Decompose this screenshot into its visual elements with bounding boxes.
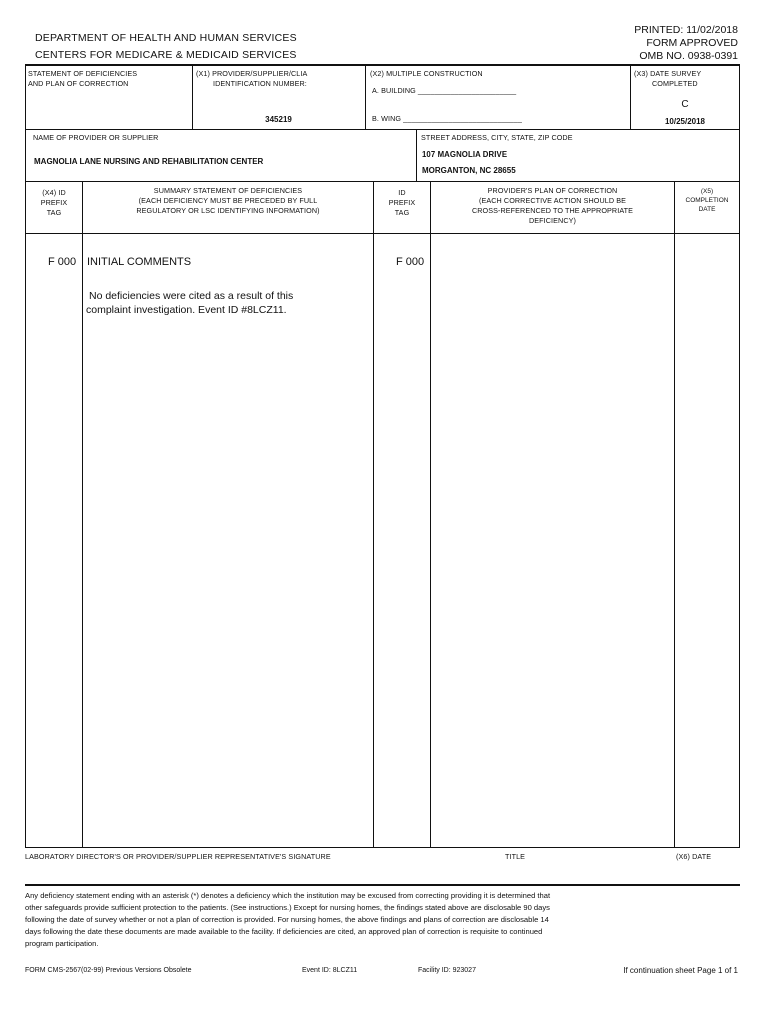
plan-header-2: (EACH CORRECTIVE ACTION SHOULD BE [478, 196, 627, 205]
x2-label: (X2) MULTIPLE CONSTRUCTION [370, 69, 483, 78]
form-approved: FORM APPROVED [646, 37, 738, 49]
building-field: A. BUILDING ________________________ [372, 86, 517, 95]
column-header-bottom-line [25, 233, 740, 234]
centers-line: CENTERS FOR MEDICARE & MEDICAID SERVICES [35, 49, 297, 61]
comment-line-1: No deficiencies were cited as a result of this [89, 290, 294, 302]
body-bottom-line [25, 847, 740, 848]
plan-header-4: DEFICIENCY) [528, 216, 577, 225]
disclaimer-line-4: days following the date these documents are made available to the facility. If deficiencies are cited, an approved plan of correction is requisite to continued [25, 927, 543, 936]
x5-header-3: DATE [698, 206, 716, 213]
wing-field: B. WING _____________________________ [372, 114, 522, 123]
street-address: 107 MAGNOLIA DRIVE [422, 150, 508, 159]
id-header-2: PREFIX [388, 198, 416, 207]
tag-left: F 000 [48, 256, 77, 268]
x1-label-2: IDENTIFICATION NUMBER: [213, 79, 307, 88]
divider [430, 181, 431, 847]
summary-header-2: (EACH DEFICIENCY MUST BE PRECEDED BY FULL [138, 196, 318, 205]
x5-header-2: COMPLETION [685, 197, 729, 204]
x4-header: (X4) ID [42, 188, 66, 197]
x3-label: (X3) DATE SURVEY [634, 69, 702, 78]
tag-right: F 000 [396, 256, 425, 268]
summary-header: SUMMARY STATEMENT OF DEFICIENCIES [153, 186, 303, 195]
provider-id-number: 345219 [265, 115, 292, 124]
date-label: (X6) DATE [676, 852, 712, 861]
disclaimer-line-3: following the date of survey whether or not a plan of correction is provided. For nursing homes, the above findings and plans of correction are disclosable 14 [25, 915, 549, 924]
initial-comments-title: INITIAL COMMENTS [87, 256, 192, 268]
divider [82, 181, 83, 847]
x5-header: (X5) [700, 188, 714, 195]
signature-bottom-line [25, 884, 740, 886]
disclaimer-line-5: program participation. [25, 939, 99, 948]
event-id: Event ID: 8LCZ11 [302, 967, 358, 974]
frame-top-line [25, 64, 740, 66]
divider [365, 64, 366, 129]
provider-name: MAGNOLIA LANE NURSING AND REHABILITATION CENTER [34, 157, 264, 166]
city-state-zip: MORGANTON, NC 28655 [422, 166, 516, 175]
continuation-page: If continuation sheet Page 1 of 1 [623, 966, 738, 975]
summary-header-3: REGULATORY OR LSC IDENTIFYING INFORMATION) [136, 206, 320, 215]
statement-label: STATEMENT OF DEFICIENCIES [28, 69, 138, 78]
divider [674, 181, 675, 847]
disclaimer-line-2: other safeguards provide sufficient protection to the patients. (See instructions.) Except for nursing homes, the findings stated above are disclosable 90 days [25, 903, 550, 912]
x3-label-2: COMPLETED [652, 79, 698, 88]
statement-label-2: AND PLAN OF CORRECTION [28, 79, 129, 88]
id-header: ID [398, 188, 406, 197]
comment-line-2: complaint investigation. Event ID #8LCZ11. [86, 304, 287, 316]
disclaimer-line-1: Any deficiency statement ending with an asterisk (*) denotes a deficiency which the institution may be excused from correcting providing it is determined that [25, 891, 551, 900]
row1-bottom-line [25, 129, 740, 130]
x4-header-3: TAG [46, 208, 62, 217]
printed-date: PRINTED: 11/02/2018 [634, 24, 738, 36]
omb-number: OMB NO. 0938-0391 [639, 50, 738, 62]
x1-label: (X1) PROVIDER/SUPPLIER/CLIA [196, 69, 308, 78]
id-header-3: TAG [394, 208, 410, 217]
plan-header-3: CROSS-REFERENCED TO THE APPROPRIATE [471, 206, 634, 215]
plan-header: PROVIDER'S PLAN OF CORRECTION [487, 186, 618, 195]
provider-name-label: NAME OF PROVIDER OR SUPPLIER [33, 133, 159, 142]
facility-id: Facility ID: 923027 [418, 967, 476, 974]
row2-bottom-line [25, 181, 740, 182]
department-line: DEPARTMENT OF HEALTH AND HUMAN SERVICES [35, 32, 297, 44]
divider [373, 181, 374, 847]
title-label: TITLE [505, 852, 526, 861]
divider [416, 129, 417, 181]
form-number: FORM CMS-2567(02-99) Previous Versions Obsolete [25, 967, 192, 974]
survey-date: 10/25/2018 [664, 117, 706, 126]
signature-label: LABORATORY DIRECTOR'S OR PROVIDER/SUPPLIER REPRESENTATIVE'S SIGNATURE [25, 852, 331, 861]
address-label: STREET ADDRESS, CITY, STATE, ZIP CODE [421, 133, 573, 142]
x4-header-2: PREFIX [40, 198, 68, 207]
survey-code: C [681, 99, 689, 110]
